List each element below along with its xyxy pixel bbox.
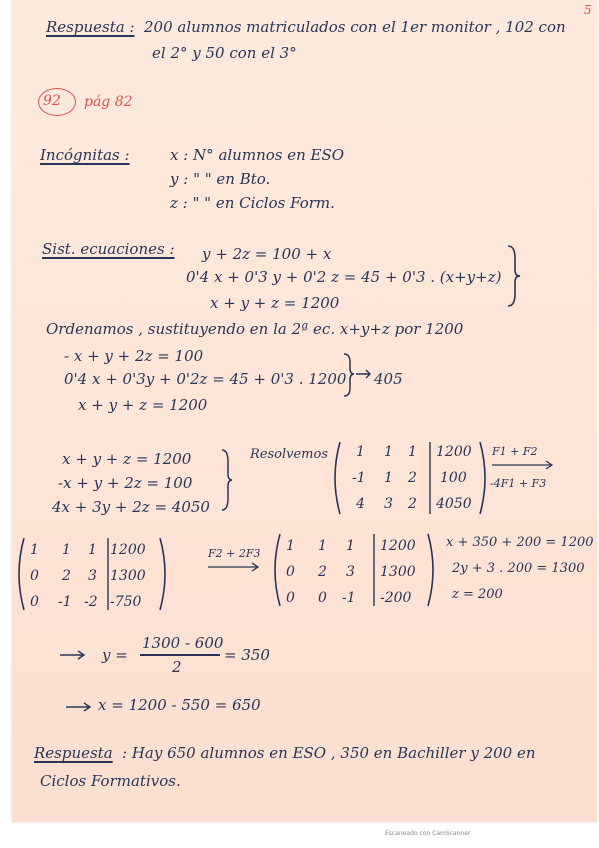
m1-r1c1: 1 xyxy=(356,444,365,460)
y-solve-result: = 350 xyxy=(224,646,270,664)
notebook-page xyxy=(12,0,597,822)
m1-r3c1: 4 xyxy=(356,496,365,512)
back-sub-3: z = 200 xyxy=(452,587,503,602)
m3-r3c1: 0 xyxy=(286,590,295,606)
m1-arrow xyxy=(490,460,556,470)
m1-op-bottom: -4F1 + F3 xyxy=(490,477,547,490)
problem-number: 92 xyxy=(43,93,61,109)
m2-r2c1: 0 xyxy=(30,568,39,584)
incognita-z: z : " " en Ciclos Form. xyxy=(170,194,335,212)
y-solve-denominator: 2 xyxy=(172,658,182,676)
scanner-watermark: Escaneado con CamScanner xyxy=(385,830,471,837)
m1-r1c2: 1 xyxy=(384,444,393,460)
matrix-1 xyxy=(328,440,508,516)
m2-r2c4: 1300 xyxy=(110,568,146,584)
m3-r1c4: 1200 xyxy=(380,538,416,554)
m2-r2c2: 2 xyxy=(62,568,71,584)
matrix-2 xyxy=(12,536,212,612)
y-solve-fraction-line xyxy=(140,654,220,656)
ordenamos-result: 405 xyxy=(374,370,403,388)
system2-eq-1: x + y + z = 1200 xyxy=(62,450,192,468)
respuesta-2-line-1: : Hay 650 alumnos en ESO , 350 en Bachiller y 200 en xyxy=(122,744,536,762)
respuesta-2-label: Respuesta xyxy=(34,744,113,762)
sistema-eq-2: 0'4 x + 0'3 y + 0'2 z = 45 + 0'3 . (x+y+z) xyxy=(186,268,502,286)
m3-r3c2: 0 xyxy=(318,590,327,606)
m1-r1c4: 1200 xyxy=(436,444,472,460)
resolvemos-label: Resolvemos xyxy=(250,447,328,462)
sistema-brace xyxy=(506,244,522,308)
system2-eq-3: 4x + 3y + 2z = 4050 xyxy=(52,498,210,516)
m1-r2c1: -1 xyxy=(352,470,366,486)
m3-r3c4: -200 xyxy=(380,590,412,606)
m3-r2c1: 0 xyxy=(286,564,295,580)
m1-r3c3: 2 xyxy=(408,496,417,512)
m1-r2c2: 1 xyxy=(384,470,393,486)
m3-r1c3: 1 xyxy=(346,538,355,554)
m2-r1c4: 1200 xyxy=(110,542,146,558)
m2-r1c2: 1 xyxy=(62,542,71,558)
m1-r3c4: 4050 xyxy=(436,496,472,512)
sistema-label: Sist. ecuaciones : xyxy=(42,240,175,258)
m1-r3c2: 3 xyxy=(384,496,393,512)
m2-r1c3: 1 xyxy=(88,542,97,558)
m3-r3c3: -1 xyxy=(342,590,356,606)
respuesta-label: Respuesta : xyxy=(46,18,135,36)
incognitas-label: Incógnitas : xyxy=(40,146,130,164)
m2-r3c1: 0 xyxy=(30,594,39,610)
m2-op: F2 + 2F3 xyxy=(208,547,261,560)
respuesta-line-2: el 2° y 50 con el 3° xyxy=(152,44,297,62)
m2-r3c3: -2 xyxy=(84,594,98,610)
m3-r2c2: 2 xyxy=(318,564,327,580)
m3-r2c4: 1300 xyxy=(380,564,416,580)
m2-r1c1: 1 xyxy=(30,542,39,558)
m2-r3c4: -750 xyxy=(110,594,142,610)
y-solve-label: y = xyxy=(102,646,128,664)
matrix-3 xyxy=(268,532,448,608)
page-number: 5 xyxy=(584,3,592,17)
ordenamos-brace xyxy=(342,352,372,398)
y-solve-arrow xyxy=(58,650,88,660)
m2-arrow xyxy=(206,562,262,572)
y-solve-numerator: 1300 - 600 xyxy=(142,634,224,652)
system2-eq-2: -x + y + 2z = 100 xyxy=(58,474,193,492)
x-solve: x = 1200 - 550 = 650 xyxy=(98,696,261,714)
m1-r2c4: 100 xyxy=(440,470,467,486)
system2-brace xyxy=(220,448,234,512)
sistema-eq-3: x + y + z = 1200 xyxy=(210,294,340,312)
respuesta-2-line-2: Ciclos Formativos. xyxy=(40,772,181,790)
page-reference: pág 82 xyxy=(84,94,133,110)
ordenamos-eq-2: 0'4 x + 0'3y + 0'2z = 45 + 0'3 . 1200 xyxy=(64,370,347,388)
incognita-x: x : N° alumnos en ESO xyxy=(170,146,345,164)
sistema-eq-1: y + 2z = 100 + x xyxy=(202,245,332,263)
m1-r2c3: 2 xyxy=(408,470,417,486)
m3-r1c1: 1 xyxy=(286,538,295,554)
m1-r1c3: 1 xyxy=(408,444,417,460)
ordenamos-eq-1: - x + y + 2z = 100 xyxy=(64,347,204,365)
back-sub-2: 2y + 3 . 200 = 1300 xyxy=(452,561,585,576)
x-solve-arrow xyxy=(64,702,94,712)
respuesta-line-1: 200 alumnos matriculados con el 1er monitor , 102 con xyxy=(144,18,566,36)
m1-op-top: F1 + F2 xyxy=(492,445,538,458)
m2-r2c3: 3 xyxy=(88,568,97,584)
ordenamos-text: Ordenamos , sustituyendo en la 2ª ec. x+y+z por 1200 xyxy=(46,320,464,338)
incognita-y: y : " " en Bto. xyxy=(170,170,271,188)
m2-r3c2: -1 xyxy=(58,594,72,610)
m3-r2c3: 3 xyxy=(346,564,355,580)
m3-r1c2: 1 xyxy=(318,538,327,554)
ordenamos-eq-3: x + y + z = 1200 xyxy=(78,396,208,414)
back-sub-1: x + 350 + 200 = 1200 xyxy=(446,535,594,550)
